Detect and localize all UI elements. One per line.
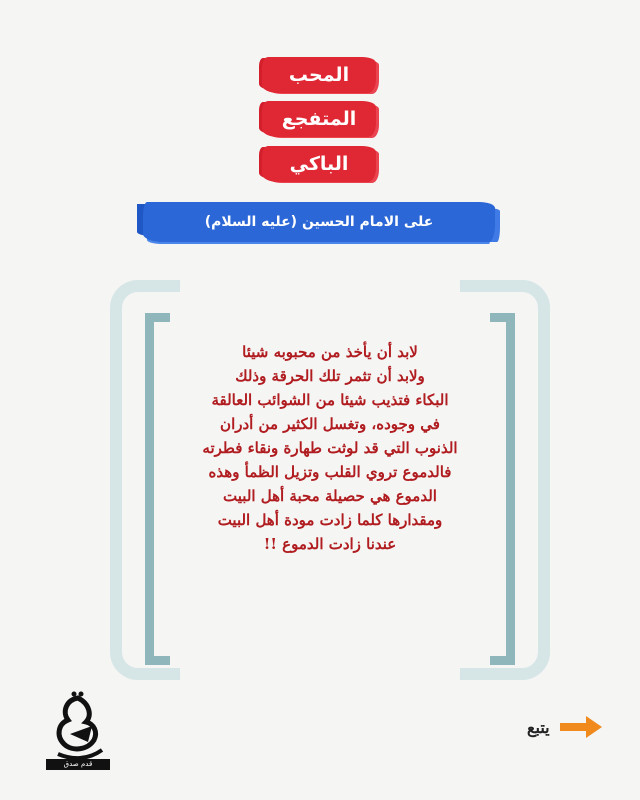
- title-word-3: الباكي: [262, 146, 376, 182]
- body-text: [170, 340, 490, 556]
- inner-frame-gap-top: [170, 311, 490, 324]
- body-line-8: ومقدارها كلما زادت مودة أهل البيت: [217, 511, 443, 529]
- continue-label: يتبع: [527, 717, 550, 737]
- logo-caption: قدم صدق: [46, 759, 110, 770]
- body-line-9: عندنا زادت الدموع !!: [263, 535, 397, 553]
- continue-indicator[interactable]: [527, 712, 604, 742]
- body-line-7: الدموع هي حصيلة محبة أهل البيت: [223, 487, 437, 505]
- inner-frame-gap-bottom: [170, 654, 490, 667]
- title-word-1: المحب: [262, 57, 376, 93]
- calligraphy-logo-icon: [48, 690, 110, 768]
- body-line-2: ولابد أن تثمر تلك الحرقة وذلك: [235, 367, 425, 385]
- body-line-1: لابد أن يأخذ من محبوبه شيئا: [242, 343, 418, 361]
- title-word-2: المتفجع: [262, 101, 376, 137]
- arrow-right-icon: [558, 714, 604, 740]
- subtitle-banner: على الامام الحسين (عليه السلام): [143, 202, 495, 242]
- outer-frame-gap-top: [180, 276, 460, 292]
- body-line-6: فالدموع تروي القلب وتزيل الظمأ وهذه: [208, 463, 452, 481]
- outer-frame-gap-bottom: [180, 668, 460, 684]
- body-line-3: البكاء فتذيب شيئا من الشوائب العالقة: [211, 391, 449, 409]
- body-line-5: الذنوب التي قد لوثت طهارة ونقاء فطرته: [202, 439, 458, 457]
- body-line-4: في وجوده، وتغسل الكثير من أدران: [220, 415, 440, 433]
